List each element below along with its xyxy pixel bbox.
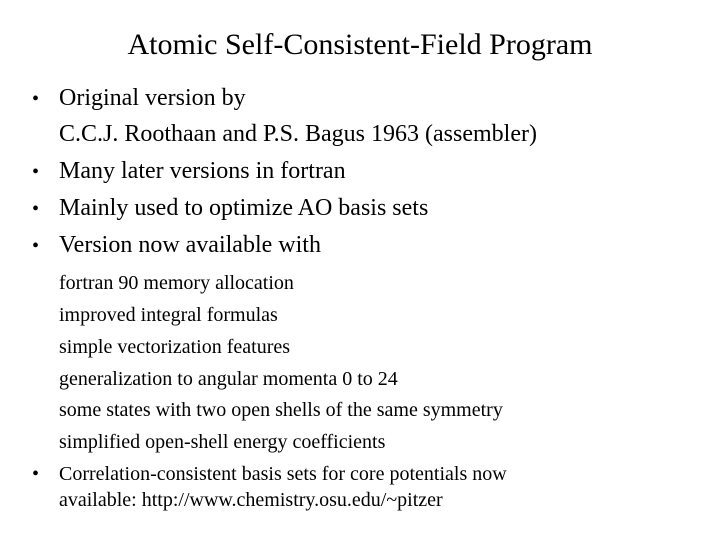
bullet-marker: • xyxy=(32,235,40,257)
subitem-two-open-shells: some states with two open shells of the same symmetry xyxy=(59,399,503,421)
subitem-angular-momenta: generalization to angular momenta 0 to 24 xyxy=(59,368,398,390)
bullet-marker: • xyxy=(32,198,40,220)
subitem-open-shell-coefficients: simplified open-shell energy coefficients xyxy=(59,431,386,453)
bullet-original-version: Original version by xyxy=(59,85,246,111)
bullet-marker: • xyxy=(32,161,40,183)
bullet-correlation-consistent: Correlation-consistent basis sets for core potentials now xyxy=(59,463,507,485)
subitem-vectorization: simple vectorization features xyxy=(59,336,291,358)
bullet-version-now: Version now available with xyxy=(59,232,321,258)
bullet-available-url: available: http://www.chemistry.osu.edu/~pitzer xyxy=(59,489,443,511)
bullet-marker: • xyxy=(32,88,40,110)
bullet-original-authors: C.C.J. Roothaan and P.S. Bagus 1963 (assembler) xyxy=(59,121,537,147)
subitem-memory-allocation: fortran 90 memory allocation xyxy=(59,272,294,294)
slide-title: Atomic Self-Consistent-Field Program xyxy=(127,28,593,61)
subitem-integral-formulas: improved integral formulas xyxy=(59,304,278,326)
bullet-later-versions: Many later versions in fortran xyxy=(59,158,346,184)
bullet-optimize-ao: Mainly used to optimize AO basis sets xyxy=(59,195,429,221)
bullet-marker: • xyxy=(32,463,40,485)
